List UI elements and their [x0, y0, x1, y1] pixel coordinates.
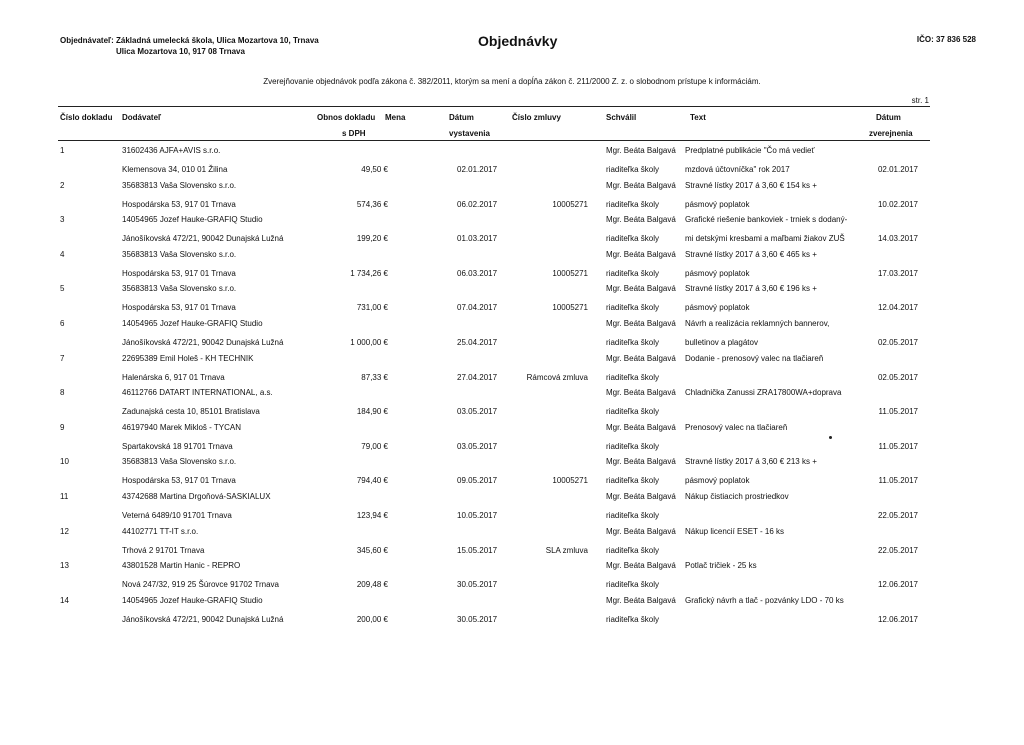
supplier-name: 22695389 Emil Holeš - KH TECHNIK — [122, 353, 254, 363]
supplier-address: Hospodárska 53, 917 01 Trnava — [122, 268, 236, 278]
order-text-line-2: pásmový poplatok — [685, 199, 750, 209]
amount: 200,00 € — [356, 614, 388, 624]
supplier-address: Spartakovská 18 91701 Trnava — [122, 441, 233, 451]
ico-number: IČO: 37 836 528 — [916, 35, 976, 44]
approver-role: riaditeľka školy — [606, 234, 660, 244]
order-text-line-1: Stravné lístky 2017 á 3,60 € 465 ks + — [685, 249, 817, 259]
approver-name: Mgr. Beáta Balgavá — [606, 422, 676, 432]
table-row — [0, 423, 1024, 461]
supplier-address: Nová 247/32, 919 25 Šúrovce 91702 Trnava — [122, 580, 279, 590]
supplier-name: 14054965 Jozef Hauke-GRAFIQ Studio — [122, 595, 263, 605]
approver-role: riaditeľka školy — [606, 545, 660, 555]
amount: 184,90 € — [356, 407, 388, 417]
scan-dot — [829, 436, 832, 439]
order-text-line-2: pásmový poplatok — [685, 303, 750, 313]
legal-subtitle: Zverejňovanie objednávok podľa zákona č. 382/2011, ktorým sa mení a dopĺňa zákon č. 211/2000 Z. z. o slobodnom prístupe k informáciám. — [263, 77, 761, 86]
table-row — [0, 354, 1024, 392]
order-number: 10 — [60, 457, 69, 467]
col-published-sub: zverejnenia — [869, 129, 913, 138]
approver-name: Mgr. Beáta Balgavá — [606, 353, 676, 363]
amount: 345,60 € — [356, 545, 388, 555]
order-number: 14 — [60, 595, 69, 605]
table-row — [0, 457, 1024, 495]
approver-role: riaditeľka školy — [606, 614, 660, 624]
order-number: 1 — [60, 146, 65, 155]
publish-date: 10.02.2017 — [877, 199, 918, 209]
table-row — [0, 181, 1024, 219]
table-row — [0, 146, 1024, 184]
order-text-line-1: Chladnička Zanussi ZRA17800WA+doprava — [685, 388, 842, 398]
supplier-address: Hospodárska 53, 917 01 Trnava — [122, 476, 236, 486]
publish-date: 12.06.2017 — [877, 614, 918, 624]
contract-number: 10005271 — [552, 303, 588, 313]
amount: 123,94 € — [356, 511, 388, 520]
order-number: 8 — [60, 388, 65, 398]
issue-date: 09.05.2017 — [457, 476, 498, 486]
order-text-line-2: pásmový poplatok — [685, 476, 750, 486]
col-amount-sub: s DPH — [342, 129, 366, 138]
amount: 1 734,26 € — [350, 268, 388, 278]
supplier-name: 35683813 Vaša Slovensko s.r.o. — [122, 284, 237, 294]
approver-role: riaditeľka školy — [606, 441, 660, 451]
publish-date: 02.01.2017 — [877, 165, 918, 174]
publish-date: 11.05.2017 — [878, 407, 918, 417]
approver-name: Mgr. Beáta Balgavá — [606, 180, 676, 190]
supplier-name: 46197940 Marek Mikloš - TYCAN — [122, 422, 242, 432]
contract-number: 10005271 — [552, 199, 588, 209]
col-text: Text — [690, 113, 706, 122]
approver-name: Mgr. Beáta Balgavá — [606, 492, 676, 501]
table-row — [0, 250, 1024, 288]
col-published: Dátum — [876, 113, 901, 122]
order-text-line-1: Potlač tričiek - 25 ks — [685, 561, 757, 571]
order-text-line-2: mi detskými kresbami a maľbami žiakov ZUŠ — [685, 234, 845, 244]
approver-name: Mgr. Beáta Balgavá — [606, 249, 676, 259]
order-text-line-1: Stravné lístky 2017 á 3,60 € 196 ks + — [685, 284, 817, 294]
supplier-name: 14054965 Jozef Hauke-GRAFIQ Studio — [122, 215, 263, 225]
approver-name: Mgr. Beáta Balgavá — [606, 319, 676, 328]
order-number: 4 — [60, 249, 65, 259]
order-text-line-1: Stravné lístky 2017 á 3,60 € 154 ks + — [685, 180, 817, 190]
publish-date: 12.06.2017 — [877, 580, 918, 590]
approver-role: riaditeľka školy — [606, 303, 660, 313]
publish-date: 11.05.2017 — [878, 441, 918, 451]
table-row — [0, 492, 1024, 530]
order-text-line-1: Prenosový valec na tlačiareň — [685, 422, 788, 432]
order-number: 13 — [60, 561, 69, 571]
approver-name: Mgr. Beáta Balgavá — [606, 561, 676, 571]
order-number: 11 — [60, 492, 69, 501]
supplier-address: Hospodárska 53, 917 01 Trnava — [122, 303, 236, 313]
order-text-line-1: Nákup licencií ESET - 16 ks — [685, 526, 785, 536]
amount: 1 000,00 € — [350, 338, 388, 347]
supplier-address: Jánošíkovská 472/21, 90042 Dunajská Lužná — [122, 234, 284, 244]
amount: 199,20 € — [356, 234, 388, 244]
order-text-line-1: Predplatné publikácie "Čo má vedieť — [685, 146, 815, 155]
approver-role: riaditeľka školy — [606, 476, 660, 486]
supplier-address: Hospodárska 53, 917 01 Trnava — [122, 199, 236, 209]
supplier-name: 44102771 TT-IT s.r.o. — [122, 526, 199, 536]
col-approved: Schválil — [606, 113, 637, 122]
supplier-address: Halenárska 6, 917 01 Trnava — [122, 372, 225, 382]
supplier-address: Veterná 6489/10 91701 Trnava — [122, 511, 232, 520]
approver-role: riaditeľka školy — [606, 268, 660, 278]
supplier-name: 31602436 AJFA+AVIS s.r.o. — [122, 146, 221, 155]
order-text-line-1: Návrh a realizácia reklamných bannerov, — [685, 319, 830, 328]
col-contract: Číslo zmluvy — [512, 113, 561, 122]
amount: 794,40 € — [356, 476, 388, 486]
header-rule-top — [58, 106, 930, 107]
orderer-line-2: Ulica Mozartova 10, 917 08 Trnava — [116, 47, 245, 56]
issue-date: 01.03.2017 — [457, 234, 498, 244]
col-number: Číslo dokladu — [60, 113, 113, 122]
col-supplier: Dodávateľ — [122, 113, 162, 122]
approver-role: riaditeľka školy — [606, 407, 660, 417]
order-number: 9 — [60, 422, 65, 432]
orderer-block — [60, 35, 319, 57]
publish-date: 17.03.2017 — [877, 268, 918, 278]
issue-date: 06.03.2017 — [457, 268, 498, 278]
order-text-line-1: Nákup čistiacich prostriedkov — [685, 492, 789, 501]
issue-date: 27.04.2017 — [457, 372, 498, 382]
supplier-address: Zadunajská cesta 10, 85101 Bratislava — [122, 407, 260, 417]
supplier-address: Jánošíkovská 472/21, 90042 Dunajská Lužná — [122, 614, 284, 624]
issue-date: 10.05.2017 — [457, 511, 498, 520]
issue-date: 02.01.2017 — [457, 165, 498, 174]
table-row — [0, 596, 1024, 634]
publish-date: 02.05.2017 — [877, 372, 918, 382]
approver-role: riaditeľka školy — [606, 580, 660, 590]
contract-number: 10005271 — [552, 476, 588, 486]
table-row — [0, 284, 1024, 322]
supplier-name: 35683813 Vaša Slovensko s.r.o. — [122, 249, 237, 259]
col-amount: Obnos dokladu — [317, 113, 376, 122]
issue-date: 06.02.2017 — [457, 199, 498, 209]
page-title: Objednávky — [478, 33, 558, 49]
supplier-address: Jánošíkovská 472/21, 90042 Dunajská Lužná — [122, 338, 284, 347]
column-header — [0, 109, 1024, 139]
approver-role: riaditeľka školy — [606, 511, 660, 520]
issue-date: 15.05.2017 — [457, 545, 498, 555]
supplier-name: 35683813 Vaša Slovensko s.r.o. — [122, 457, 237, 467]
supplier-name: 14054965 Jozef Hauke-GRAFIQ Studio — [122, 319, 263, 328]
approver-role: riaditeľka školy — [606, 199, 660, 209]
order-text-line-2: bulletinov a plagátov — [685, 338, 758, 347]
amount: 87,33 € — [361, 372, 388, 382]
order-text-line-1: Dodanie - prenosový valec na tlačiareň — [685, 353, 824, 363]
approver-name: Mgr. Beáta Balgavá — [606, 215, 676, 225]
approver-name: Mgr. Beáta Balgavá — [606, 284, 676, 294]
table-row — [0, 215, 1024, 253]
approver-name: Mgr. Beáta Balgavá — [606, 457, 676, 467]
issue-date: 03.05.2017 — [457, 441, 498, 451]
approver-name: Mgr. Beáta Balgavá — [606, 388, 676, 398]
approver-name: Mgr. Beáta Balgavá — [606, 595, 676, 605]
page-number: str. 1 — [911, 96, 929, 105]
amount: 209,48 € — [356, 580, 388, 590]
issue-date: 07.04.2017 — [457, 303, 498, 313]
publish-date: 12.04.2017 — [877, 303, 918, 313]
col-date: Dátum — [449, 113, 474, 122]
order-text-line-2: pásmový poplatok — [685, 268, 750, 278]
approver-name: Mgr. Beáta Balgavá — [606, 146, 676, 155]
supplier-address: Trhová 2 91701 Trnava — [122, 545, 205, 555]
order-text-line-1: Grafický návrh a tlač - pozvánky LDO - 70 ks — [685, 595, 844, 605]
table-row — [0, 561, 1024, 599]
header-rule-bottom — [58, 140, 930, 141]
col-date-sub: vystavenia — [449, 129, 490, 138]
issue-date: 03.05.2017 — [457, 407, 498, 417]
contract-number: SLA zmluva — [545, 545, 588, 555]
amount: 49,50 € — [361, 165, 388, 174]
publish-date: 14.03.2017 — [877, 234, 918, 244]
supplier-address: Klemensova 34, 010 01 Žilina — [122, 165, 228, 174]
order-number: 5 — [60, 284, 65, 294]
amount: 79,00 € — [361, 441, 388, 451]
table-row — [0, 388, 1024, 426]
publish-date: 11.05.2017 — [878, 476, 918, 486]
amount: 731,00 € — [356, 303, 388, 313]
publish-date: 22.05.2017 — [877, 545, 918, 555]
order-text-line-1: Stravné lístky 2017 á 3,60 € 213 ks + — [685, 457, 817, 467]
supplier-name: 46112766 DATART INTERNATIONAL, a.s. — [122, 388, 273, 398]
table-row — [0, 527, 1024, 565]
issue-date: 30.05.2017 — [457, 614, 498, 624]
publish-date: 22.05.2017 — [877, 511, 918, 520]
order-number: 2 — [60, 180, 65, 190]
issue-date: 30.05.2017 — [457, 580, 498, 590]
publish-date: 02.05.2017 — [877, 338, 918, 347]
supplier-name: 43742688 Martina Drgoňová-SASKIALUX — [122, 492, 271, 501]
col-currency: Mena — [385, 113, 406, 122]
approver-role: riaditeľka školy — [606, 338, 660, 347]
contract-number: Rámcová zmluva — [526, 372, 588, 382]
issue-date: 25.04.2017 — [457, 338, 498, 347]
table-row — [0, 319, 1024, 357]
order-number: 6 — [60, 319, 65, 328]
approver-name: Mgr. Beáta Balgavá — [606, 526, 676, 536]
order-number: 12 — [60, 526, 69, 536]
order-number: 7 — [60, 353, 65, 363]
amount: 574,36 € — [356, 199, 388, 209]
order-text-line-2: mzdová účtovníčka" rok 2017 — [685, 165, 790, 174]
supplier-name: 35683813 Vaša Slovensko s.r.o. — [122, 180, 237, 190]
orderer-line-1: Objednávateľ: Základná umelecká škola, Ulica Mozartova 10, Trnava — [60, 36, 319, 45]
order-text-line-1: Grafické riešenie bankoviek - trniek s dodaný- — [685, 215, 848, 225]
supplier-name: 43801528 Martin Hanic - REPRO — [122, 561, 241, 571]
approver-role: riaditeľka školy — [606, 372, 660, 382]
contract-number: 10005271 — [552, 268, 588, 278]
approver-role: riaditeľka školy — [606, 165, 660, 174]
order-number: 3 — [60, 215, 65, 225]
